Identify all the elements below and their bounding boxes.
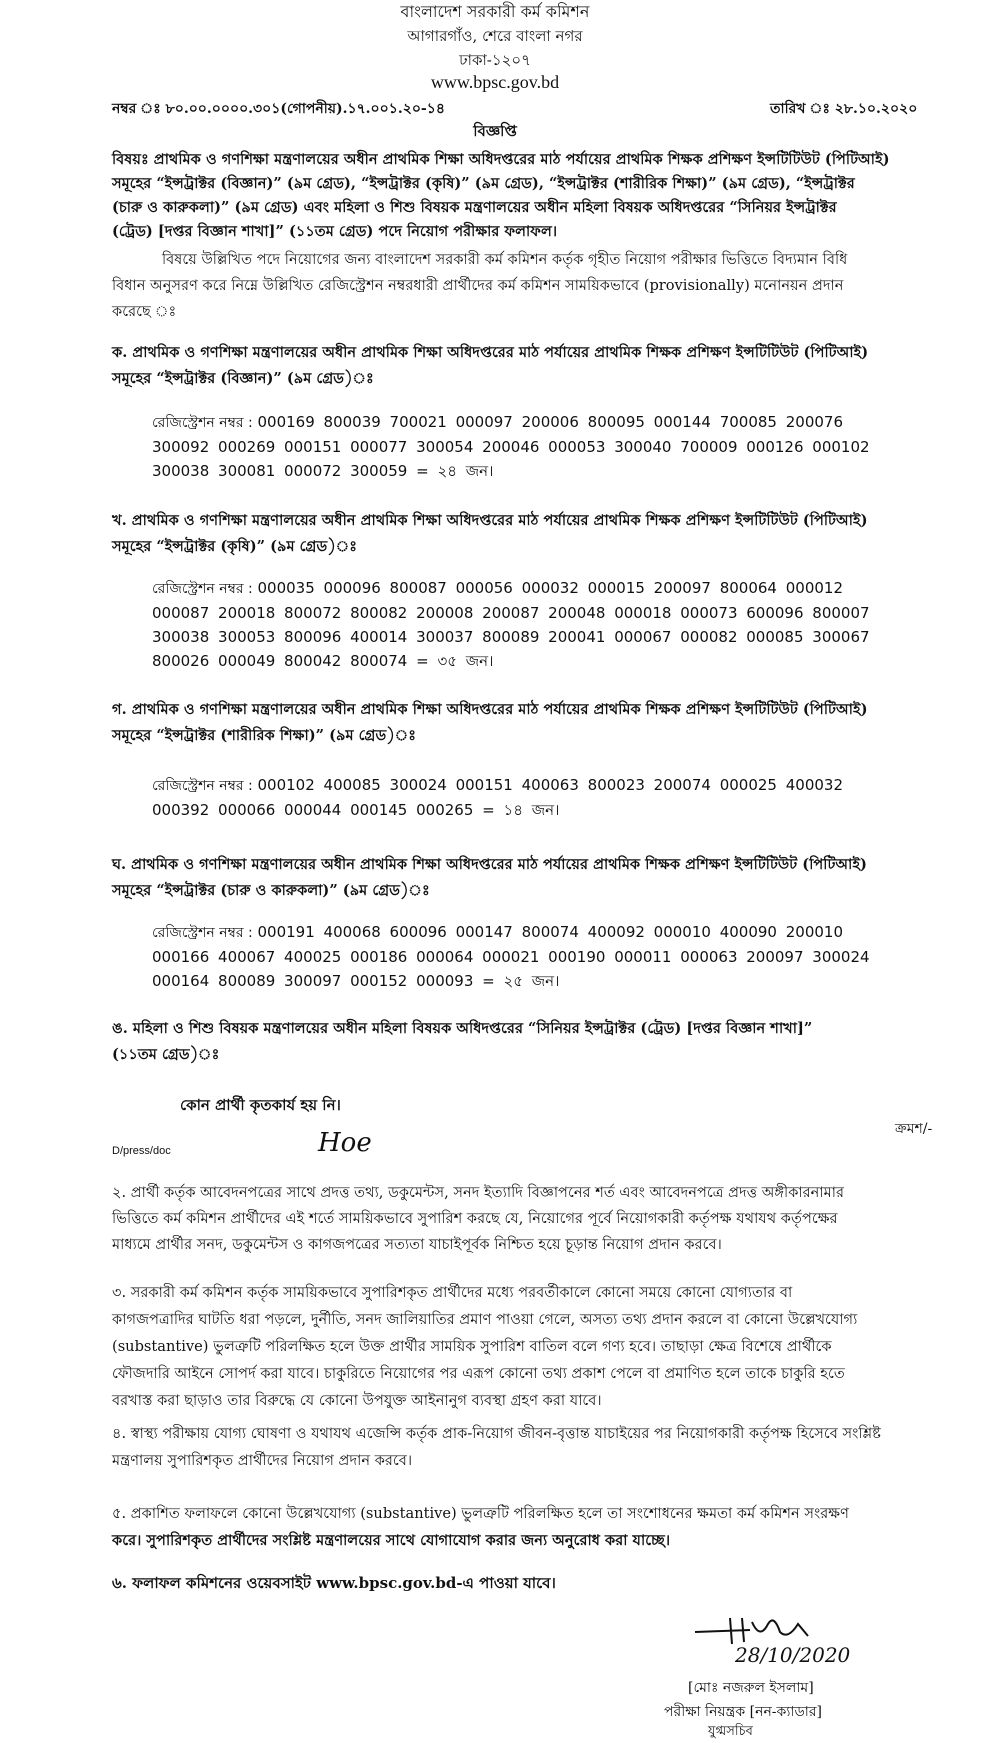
paragraph-line: মন্ত্রণালয় সুপারিশকৃত প্রার্থীদের নিয়োগ প্রদান করবে।: [112, 1452, 413, 1469]
signatory-name: [মোঃ নজরুল ইসলাম]: [688, 1680, 814, 1696]
section-ga-registrations: [152, 773, 843, 822]
section-ka-registrations: [152, 410, 870, 483]
reg-label: রেজিস্ট্রেশন নম্বর :: [152, 925, 253, 941]
org-name: বাংলাদেশ সরকারী কর্ম কমিশন: [400, 2, 590, 21]
section-gha-registrations: [152, 920, 870, 993]
section-ka-heading: [112, 340, 868, 392]
section-heading-line: সমূহের “ইন্সট্রাক্টর (চারু ও কারুকলা)” (৯ম গ্রেড)ঃ: [112, 882, 430, 899]
paragraph-line: মাধ্যমে প্রার্থীর সনদ, ডকুমেন্টস ও কাগজপত্রের সত্যতা যাচাইপূর্বক নিশ্চিত হয়ে চূড়ান্ত নিয়োগ প্রদান করবে।: [112, 1236, 722, 1253]
reg-numbers: 000164 800089 300097 000152 000093 = ২৫ জন।: [152, 972, 560, 990]
paragraph-3: [112, 1279, 940, 1414]
paragraph-4: [112, 1420, 940, 1474]
section-gha-heading: [112, 852, 867, 904]
section-ga-heading: [112, 697, 868, 749]
reg-numbers: 000191 400068 600096 000147 800074 400092 000010 400090 200010: [257, 923, 843, 941]
paragraph-line: ২. প্রার্থী কর্তৃক আবেদনপত্রের সাথে প্রদত্ত তথ্য, ডকুমেন্টস, সনদ ইত্যাদি বিজ্ঞাপনের শর্ত এবং আবেদনপত্রে প্রদত্ত অঙ্গীকারনামার: [112, 1184, 844, 1201]
website-link[interactable]: www.bpsc.gov.bd: [430, 72, 560, 92]
notice-date: তারিখ ঃ ২৮.১০.২০২০: [770, 101, 918, 117]
intro-line: বিধান অনুসরণ করে নিম্নে উল্লিখিত রেজিস্ট্রেশন নম্বরধারী প্রার্থীদের কর্ম কমিশন সাময়িকভাবে (provisionally) মনোনয়ন প্রদান: [112, 277, 844, 294]
subject-block: [112, 148, 940, 244]
paragraph-line: বরখাস্ত করা ছাড়াও তার বিরুদ্ধে যে কোনো উপযুক্ত আইনানুগ ব্যবস্থা গ্রহণ করা যাবে।: [112, 1392, 602, 1409]
subject-line: সমূহের “ইন্সট্রাক্টর (বিজ্ঞান)” (৯ম গ্রেড), “ইন্সট্রাক্টর (কৃষি)” (৯ম গ্রেড), “ইন্সট্রাক্টর (শারীরিক শিক্ষা)” (৯ম গ্রেড), “ইন্সট্রাক্টর: [112, 175, 855, 192]
section-kha-heading: [112, 508, 868, 560]
reg-numbers: 000102 400085 300024 000151 400063 800023 200074 000025 400032: [257, 776, 843, 794]
paragraph-line: ৫. প্রকাশিত ফলাফলে কোনো উল্লেখযোগ্য (substantive) ভুলত্রুটি পরিলক্ষিত হলে তা সংশোধনের ক্ষমতা কর্ম কমিশন সংরক্ষণ: [112, 1505, 849, 1522]
reg-numbers: 000035 000096 800087 000056 000032 000015 200097 800064 000012: [257, 579, 843, 597]
reg-numbers: 800026 000049 800042 800074 = ৩৫ জন।: [152, 652, 494, 670]
subject-line: বিষয়ঃ প্রাথমিক ও গণশিক্ষা মন্ত্রণালয়ের অধীন প্রাথমিক শিক্ষা অধিদপ্তরের মাঠ পর্যায়ের প্রাথমিক শিক্ষক প্রশিক্ষণ ইন্সটিটিউট (পিটিআই): [112, 151, 890, 168]
section-heading-line: (১১তম গ্রেড)ঃ: [112, 1046, 220, 1063]
initials-signature: Hoe: [318, 1128, 372, 1158]
paragraph-line: ভিত্তিতে কর্ম কমিশন প্রার্থীদের এই শর্তে সাময়িকভাবে সুপারিশ করছে যে, নিয়োগের পূর্বে নিয়োগকারী কর্তৃপক্ষ যথাযথ কর্তৃপক্ষের: [112, 1210, 838, 1227]
paragraph-line: (substantive) ভুলত্রুটি পরিলক্ষিত হলে উক্ত প্রার্থীর সাময়িক সুপারিশ বাতিল বলে গণ্য হবে। তাছাড়া ক্ষেত্র বিশেষে প্রার্থীকে: [112, 1338, 832, 1355]
reg-numbers: 000392 000066 000044 000145 000265 = ১৪ জন।: [152, 801, 560, 819]
address-line-1: আগারগাঁও, শেরে বাংলা নগর: [407, 27, 583, 45]
signatory-rank: যুগ্মসচিব: [708, 1724, 753, 1739]
reg-numbers: 000169 800039 700021 000097 200006 800095 000144 700085 200076: [257, 413, 843, 431]
address-line-2: ঢাকা-১২০৭: [459, 51, 531, 69]
section-heading-line: সমূহের “ইন্সট্রাক্টর (বিজ্ঞান)” (৯ম গ্রেড)ঃ: [112, 370, 374, 387]
section-heading-line: ঘ. প্রাথমিক ও গণশিক্ষা মন্ত্রণালয়ের অধীন প্রাথমিক শিক্ষা অধিদপ্তরের মাঠ পর্যায়ের প্রাথমিক শিক্ষক প্রশিক্ষণ ইন্সটিটিউট (পিটিআই): [112, 856, 867, 873]
reg-numbers: 000087 200018 800072 800082 200008 200087 200048 000018 000073 600096 800007: [152, 604, 870, 622]
subject-line: (চারু ও কারুকলা)” (৯ম গ্রেড) এবং মহিলা ও শিশু বিষয়ক মন্ত্রণালয়ের অধীন মহিলা বিষয়ক অধিদপ্তরের “সিনিয়র ইন্সট্রাক্টর: [112, 199, 837, 216]
paragraph-5: [112, 1500, 940, 1554]
reg-numbers: 300038 300081 000072 300059 = ২৪ জন।: [152, 462, 494, 480]
paragraph-2: [112, 1180, 940, 1258]
signatory-designation: পরীক্ষা নিয়ন্ত্রক [নন-ক্যাডার]: [664, 1704, 822, 1720]
reg-label: রেজিস্ট্রেশন নম্বর :: [152, 778, 253, 794]
doc-reference: D/press/doc: [112, 1145, 171, 1157]
section-heading-line: ক. প্রাথমিক ও গণশিক্ষা মন্ত্রণালয়ের অধীন প্রাথমিক শিক্ষা অধিদপ্তরের মাঠ পর্যায়ের প্রাথমিক শিক্ষক প্রশিক্ষণ ইন্সটিটিউট (পিটিআই): [112, 344, 869, 361]
handwritten-date: 28/10/2020: [735, 1643, 851, 1667]
paragraph-line: কাগজপত্রাদির ঘাটতি ধরা পড়লে, দুর্নীতি, সনদ জালিয়াতির প্রমাণ পাওয়া গেলে, অসত্য তথ্য প্রদান করলে বা কোনো উল্লেখযোগ্য: [112, 1311, 858, 1328]
paragraph-line: করে। সুপারিশকৃত প্রার্থীদের সংশ্লিষ্ট মন্ত্রণালয়ের সাথে যোগাযোগ করার জন্য অনুরোধ করা যাচ্ছে।: [112, 1532, 671, 1549]
intro-paragraph: [112, 247, 940, 325]
section-uma-result: কোন প্রার্থী কৃতকার্য হয় নি।: [180, 1096, 341, 1114]
section-uma-heading: [112, 1016, 812, 1068]
subject-line: (ট্রেড) [দপ্তর বিজ্ঞান শাখা]” (১১তম গ্রেড) পদে নিয়োগ পরীক্ষার ফলাফল।: [112, 223, 558, 240]
paragraph-line: ৪. স্বাস্থ্য পরীক্ষায় যোগ্য ঘোষণা ও যথাযথ এজেন্সি কর্তৃক প্রাক-নিয়োগ জীবন-বৃত্তান্ত যাচাইয়ের পর নিয়োগকারী কর্তৃপক্ষ হিসেবে সংশ্লিষ্ট: [112, 1425, 881, 1442]
memo-number: নম্বর ঃ ৮০.০০.০০০০.৩০১(গোপনীয়).১৭.০০১.২০-১৪: [112, 101, 445, 117]
intro-line: বিষয়ে উল্লিখিত পদে নিয়োগের জন্য বাংলাদেশ সরকারী কর্ম কমিশন কর্তৃক গৃহীত নিয়োগ পরীক্ষার ভিত্তিতে বিদ্যমান বিধি: [162, 251, 848, 268]
section-heading-line: সমূহের “ইন্সট্রাক্টর (শারীরিক শিক্ষা)” (৯ম গ্রেড)ঃ: [112, 727, 417, 744]
paragraph-line: ফৌজদারি আইনে সোপর্দ করা যাবে। চাকুরিতে নিয়োগের পর এরূপ কোনো তথ্য প্রকাশ পেলে বা প্রমাণিত হলে তাকে চাকুরি হতে: [112, 1365, 845, 1382]
notice-title: বিজ্ঞপ্তি: [473, 122, 517, 140]
intro-line: করেছে ঃ: [112, 303, 177, 320]
paragraph-line: ৩. সরকারী কর্ম কমিশন কর্তৃক সাময়িকভাবে সুপারিশকৃত প্রার্থীদের মধ্যে পরবর্তীকালে কোনো সময়ে কোনো যোগ্যতার বা: [112, 1284, 793, 1301]
section-heading-line: গ. প্রাথমিক ও গণশিক্ষা মন্ত্রণালয়ের অধীন প্রাথমিক শিক্ষা অধিদপ্তরের মাঠ পর্যায়ের প্রাথমিক শিক্ষক প্রশিক্ষণ ইন্সটিটিউট (পিটিআই): [112, 701, 868, 718]
section-heading-line: খ. প্রাথমিক ও গণশিক্ষা মন্ত্রণালয়ের অধীন প্রাথমিক শিক্ষা অধিদপ্তরের মাঠ পর্যায়ের প্রাথমিক শিক্ষক প্রশিক্ষণ ইন্সটিটিউট (পিটিআই): [112, 512, 868, 529]
reg-numbers: 300038 300053 800096 400014 300037 800089 200041 000067 000082 000085 300067: [152, 628, 870, 646]
continued-mark: ক্রমশ/-: [895, 1121, 933, 1137]
reg-label: রেজিস্ট্রেশন নম্বর :: [152, 415, 253, 431]
reg-label: রেজিস্ট্রেশন নম্বর :: [152, 581, 253, 597]
section-heading-line: ঙ. মহিলা ও শিশু বিষয়ক মন্ত্রণালয়ের অধীন মহিলা বিষয়ক অধিদপ্তরের “সিনিয়র ইন্সট্রাক্টর (ট্রেড) [দপ্তর বিজ্ঞান শাখা]”: [112, 1020, 813, 1037]
paragraph-6: ৬. ফলাফল কমিশনের ওয়েবসাইট www.bpsc.gov.bd-এ পাওয়া যাবে।: [112, 1574, 556, 1592]
section-heading-line: সমূহের “ইন্সট্রাক্টর (কৃষি)” (৯ম গ্রেড)ঃ: [112, 538, 358, 555]
reg-numbers: 000166 400067 400025 000186 000064 000021 000190 000011 000063 200097 300024: [152, 948, 870, 966]
section-kha-registrations: [152, 576, 870, 673]
reg-numbers: 300092 000269 000151 000077 300054 200046 000053 300040 700009 000126 000102: [152, 438, 870, 456]
